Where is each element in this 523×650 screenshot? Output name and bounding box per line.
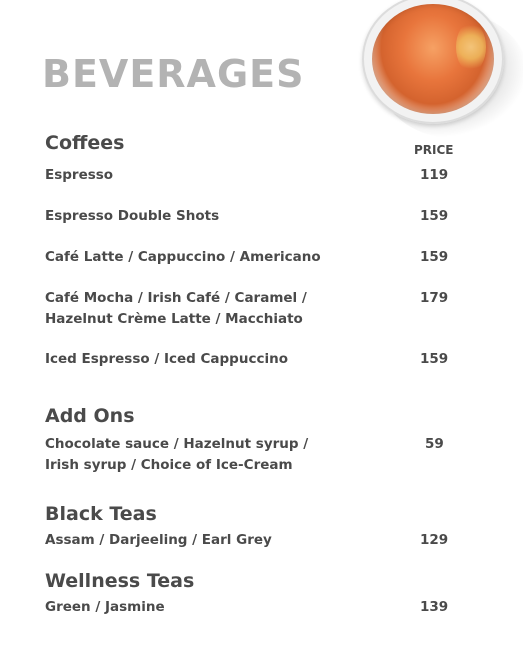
menu-item-name — [45, 597, 405, 618]
menu-item-price: 119 — [420, 167, 449, 183]
page-title: BEVERAGES — [42, 52, 305, 96]
menu-item-price: 159 — [420, 208, 449, 224]
section-title-black-teas: Black Teas — [45, 503, 157, 525]
menu-item-line: Café Mocha / Irish Café / Caramel / — [45, 290, 307, 306]
menu-item-name — [45, 247, 405, 268]
menu-item-line: Iced Espresso / Iced Cappuccino — [45, 351, 288, 367]
menu-item-line: Espresso — [45, 167, 114, 183]
price-column-header: PRICE — [414, 143, 454, 157]
menu-item-line: Chocolate sauce / Hazelnut syrup / — [45, 436, 309, 452]
coffee-foam — [456, 22, 486, 72]
menu-item-line: Irish syrup / Choice of Ice-Cream — [45, 457, 293, 473]
menu-item-name — [45, 434, 405, 476]
menu-item-line: Hazelnut Crème Latte / Macchiato — [45, 311, 303, 327]
menu-item-price: 129 — [420, 532, 449, 548]
menu-item-line: Green / Jasmine — [45, 599, 165, 615]
menu-item-name — [45, 349, 405, 370]
menu-item-line: Café Latte / Cappuccino / Americano — [45, 249, 321, 265]
menu-item-name — [45, 206, 405, 227]
menu-item-price: 179 — [420, 290, 449, 306]
coffee-cup-image — [362, 0, 504, 124]
section-title-coffees: Coffees — [45, 132, 125, 154]
menu-item-price: 59 — [425, 436, 444, 452]
menu-item-price: 139 — [420, 599, 449, 615]
menu-item-name — [45, 288, 405, 330]
menu-item-price: 159 — [420, 249, 449, 265]
section-title-add-ons: Add Ons — [45, 405, 135, 427]
coffee-surface — [372, 4, 494, 114]
menu-item-name — [45, 165, 405, 186]
menu-item-price: 159 — [420, 351, 449, 367]
menu-item-line: Espresso Double Shots — [45, 208, 220, 224]
menu-item-name — [45, 530, 405, 551]
section-title-wellness-teas: Wellness Teas — [45, 570, 195, 592]
menu-item-line: Assam / Darjeeling / Earl Grey — [45, 532, 272, 548]
